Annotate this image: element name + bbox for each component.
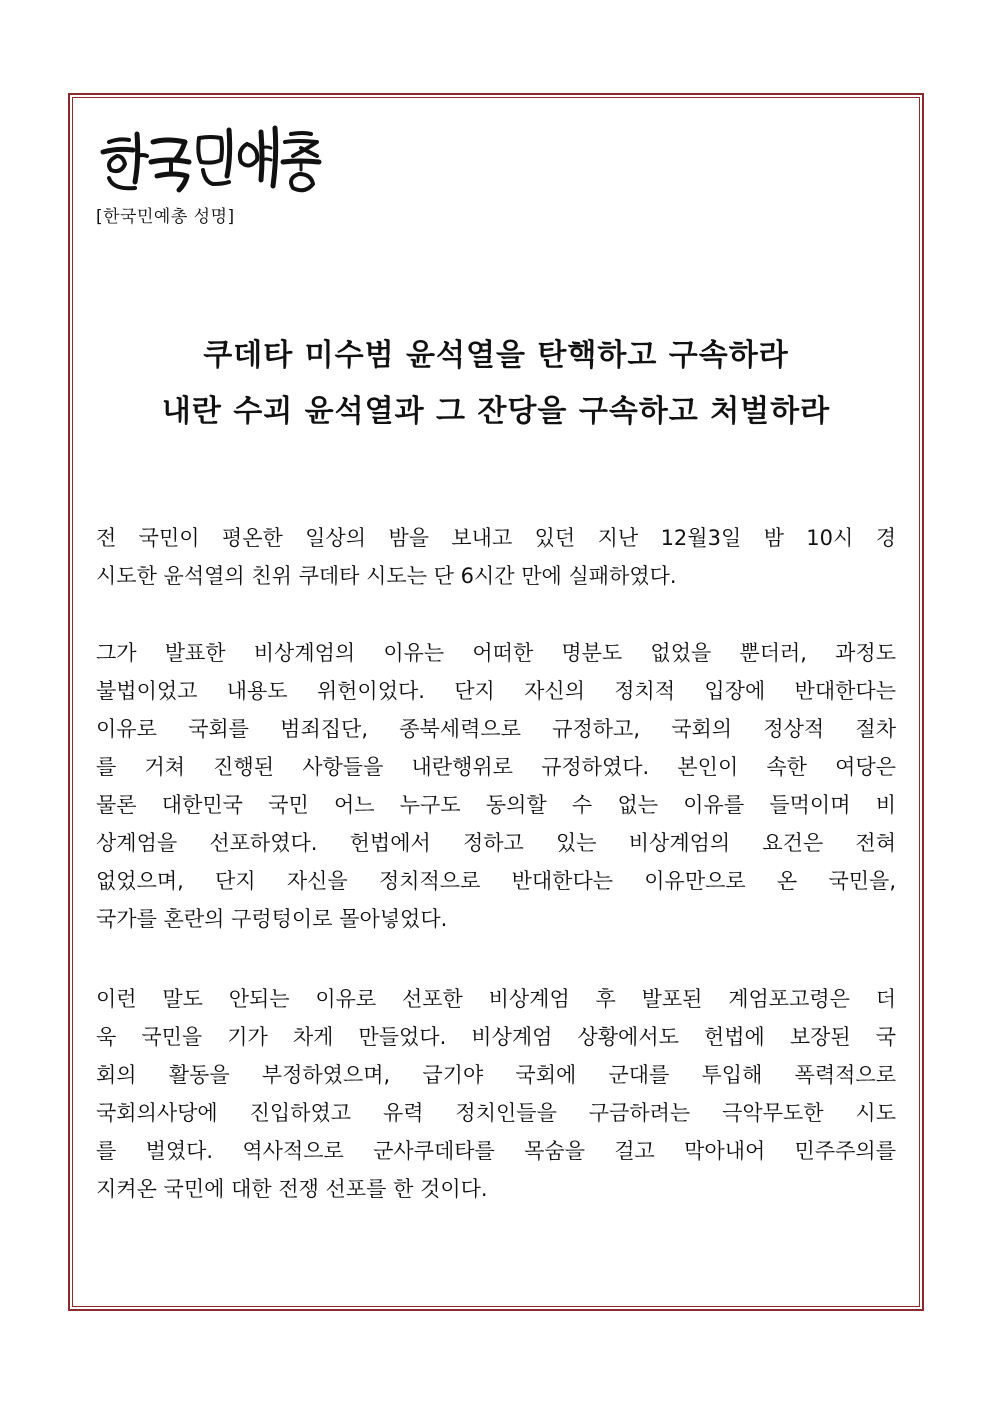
paragraph-line: 이유로 국회를 범죄집단, 종북세력으로 규정하고, 국회의 정상적 절차: [96, 717, 896, 741]
paragraph-line: 물론 대한민국 국민 어느 누구도 동의할 수 없는 이유를 들먹이며 비: [96, 793, 896, 817]
headline-line-1: 쿠데타 미수범 윤석열을 탄핵하고 구속하라: [203, 338, 789, 373]
paragraph-line: 욱 국민을 기가 차게 만들었다. 비상계엄 상황에서도 헌법에 보장된 국: [96, 1025, 896, 1049]
paragraph-line: 국가를 혼란의 구렁텅이로 몰아넣었다.: [96, 907, 448, 931]
paragraph-1: [96, 519, 896, 595]
paragraph-3: [96, 980, 896, 1208]
paragraph-line: 없었으며, 단지 자신을 정치적으로 반대한다는 이유만으로 온 국민을,: [96, 869, 896, 893]
calligraphy-logo: [95, 120, 325, 198]
paragraph-line: 전 국민이 평온한 일상의 밤을 보내고 있던 지난 12월3일 밤 10시 경: [96, 526, 896, 550]
paragraph-line: 지켜온 국민에 대한 전쟁 선포를 한 것이다.: [96, 1177, 488, 1201]
paragraph-line: 상계엄을 선포하였다. 헌법에서 정하고 있는 비상계엄의 요건은 전혀: [96, 831, 896, 855]
paragraph-line: 를 벌였다. 역사적으로 군사쿠데타를 목숨을 걸고 막아내어 민주주의를: [96, 1139, 896, 1163]
paragraph-line: 이런 말도 안되는 이유로 선포한 비상계엄 후 발포된 계엄포고령은 더: [96, 987, 896, 1011]
paragraph-line: 국회의사당에 진입하였고 유력 정치인들을 구금하려는 극악무도한 시도: [96, 1101, 896, 1125]
paragraph-line: 시도한 윤석열의 친위 쿠데타 시도는 단 6시간 만에 실패하였다.: [96, 564, 677, 588]
paragraph-line: 불법이었고 내용도 위헌이었다. 단지 자신의 정치적 입장에 반대한다는: [96, 679, 896, 703]
paragraph-line: 회의 활동을 부정하였으며, 급기야 국회에 군대를 투입해 폭력적으로: [96, 1063, 896, 1087]
statement-label: [한국민예총 성명]: [96, 207, 235, 227]
headline-line-2: 내란 수괴 윤석열과 그 잔당을 구속하고 처벌하라: [161, 394, 831, 429]
paragraph-line: 그가 발표한 비상계엄의 이유는 어떠한 명분도 없었을 뿐더러, 과정도: [96, 641, 896, 665]
paragraph-line: 를 거쳐 진행된 사항들을 내란행위로 규정하였다. 본인이 속한 여당은: [96, 755, 896, 779]
paragraph-2: [96, 634, 896, 938]
